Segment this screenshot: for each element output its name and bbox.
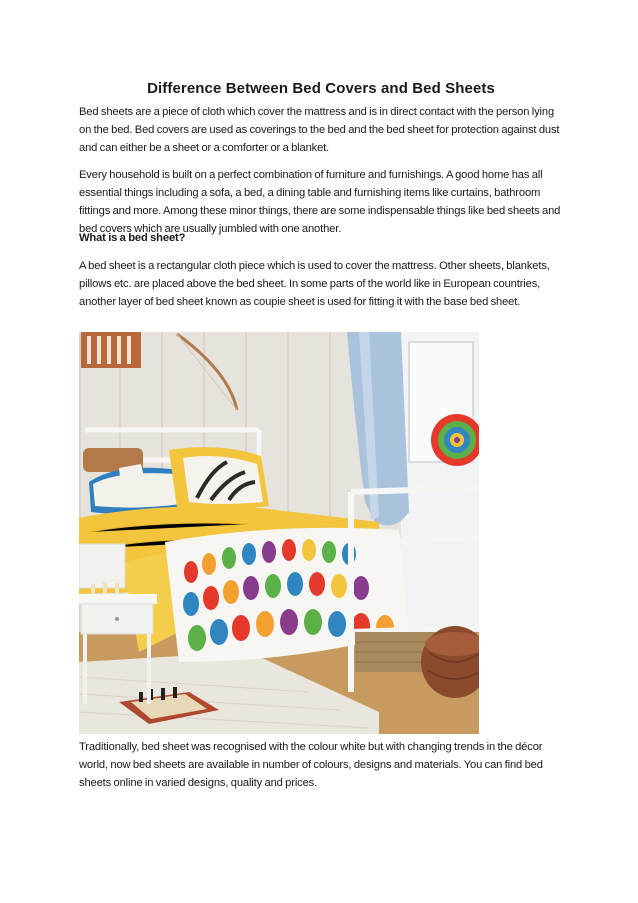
paragraph-bed-sheet-definition: A bed sheet is a rectangular cloth piece which is used to cover the mattress. Other sheets, blankets, pillows etc. are placed above the bed sheet. In some parts of the world like in European countries, another layer of bed sheet known as coupie sheet is used for fitting it with the base bed sheet. — [79, 260, 550, 308]
paragraph-intro: Bed sheets are a piece of cloth which cover the mattress and is in direct contact with the person lying on the bed. Bed covers are used as coverings to the bed and the bed sheet for protection against dust and can either be a sheet or a comforter or a blanket. — [79, 106, 560, 154]
paragraph-trends: Traditionally, bed sheet was recognised with the colour white but with changing trends in the décor world, now bed sheets are available in number of colours, designs and materials. You can find bed sheets online in varied designs, quality and prices. — [79, 741, 543, 789]
bedroom-photo — [79, 332, 479, 734]
section-heading-bed-sheet: What is a bed sheet? — [79, 232, 186, 244]
document-title: Difference Between Bed Covers and Bed Sheets — [147, 80, 495, 97]
paragraph-household: Every household is built on a perfect combination of furniture and furnishings. A good home has all essential things including a sofa, a bed, a dining table and furnishing items like curtains, bathroom fittings and more. Among these minor things, there are some indispensable things like bed sheets and bed covers which are usually jumbled with one another. — [79, 169, 561, 235]
bedroom-illustration — [79, 332, 479, 734]
